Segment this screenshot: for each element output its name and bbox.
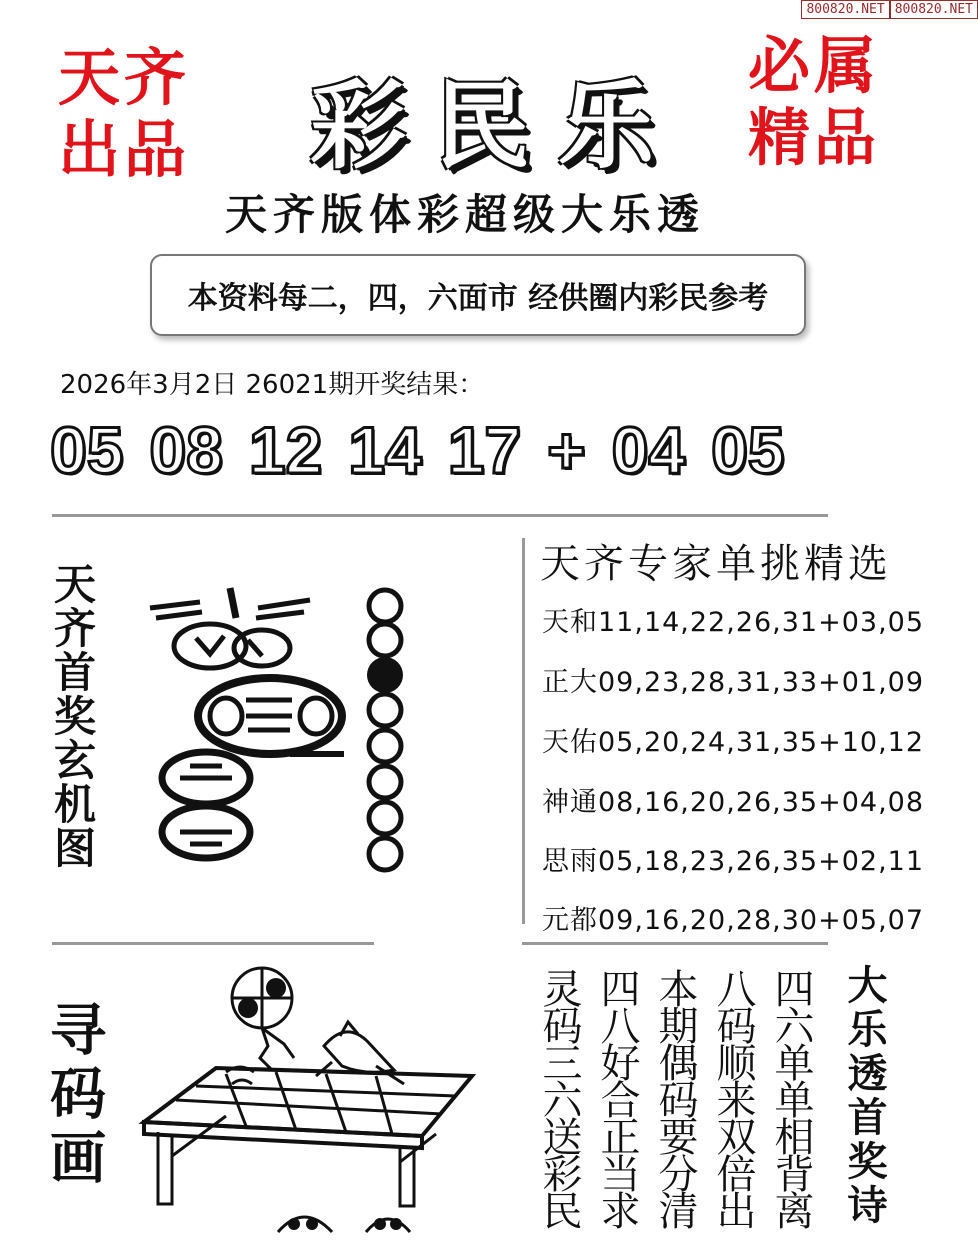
back-number: 05 [711,413,785,487]
divider-bottom-left [52,942,374,945]
watermark-text-2: 800820.NET [890,0,978,19]
pick-row: 正大09,23,28,31,33+01,09 [542,667,925,698]
pick-row: 元都09,16,20,28,30+05,07 [542,905,925,936]
page-subtitle: 天齐版体彩超级大乐透 [225,190,706,239]
right-corner-line-2: 精品 [748,101,881,174]
notice-box [150,254,806,336]
poem-title: 大乐透首奖诗 [841,964,888,1228]
mystery-picture [140,578,440,878]
mystery-picture-label: 天齐首奖玄机图 [48,562,97,870]
right-corner-slogan [748,30,880,174]
front-number: 05 [50,413,124,487]
divider-bottom-right [522,942,828,945]
front-number: 14 [348,413,422,487]
divider-vertical [522,538,525,924]
watermark [801,0,978,19]
pick-row: 天和11,14,22,26,31+03,05 [542,607,925,638]
left-corner-slogan [58,42,190,186]
poem-line: 灵码三六送彩民 [536,968,582,1227]
divider-top [52,514,828,517]
poem-line: 本期偶码要分清 [652,968,698,1227]
right-corner-line-1: 必属 [748,29,881,102]
pick-row: 神通08,16,20,26,35+04,08 [542,787,925,818]
pick-row: 思雨05,18,23,26,35+02,11 [542,846,925,877]
watermark-text-1: 800820.NET [801,0,889,19]
front-number: 12 [248,413,323,487]
left-corner-line-2: 出品 [58,113,191,186]
page-title: 彩民乐 [310,69,682,182]
picks-title: 天齐专家单挑精选 [540,541,892,587]
poem-line: 四八好合正当求 [594,968,640,1227]
search-picture-label: 寻码画 [41,1000,107,1192]
draw-info: 2026年3月2日 26021期开奖结果： [60,370,485,400]
back-number: 04 [611,413,686,487]
draw-numbers [50,412,785,488]
front-number: 08 [149,413,223,487]
poem-line: 四六单单相背离 [768,968,814,1227]
poem-body [532,968,818,1227]
front-number: 17 [447,413,522,487]
left-corner-line-1: 天齐 [58,41,191,114]
search-picture [136,966,481,1244]
pick-row: 天佑05,20,24,31,35+10,12 [542,727,925,758]
notice-text: 本资料每二，四，六面市 经供圈内彩民参考 [187,281,769,316]
poem-line: 八码顺来双倍出 [710,968,756,1227]
plus-sign: + [547,413,586,487]
